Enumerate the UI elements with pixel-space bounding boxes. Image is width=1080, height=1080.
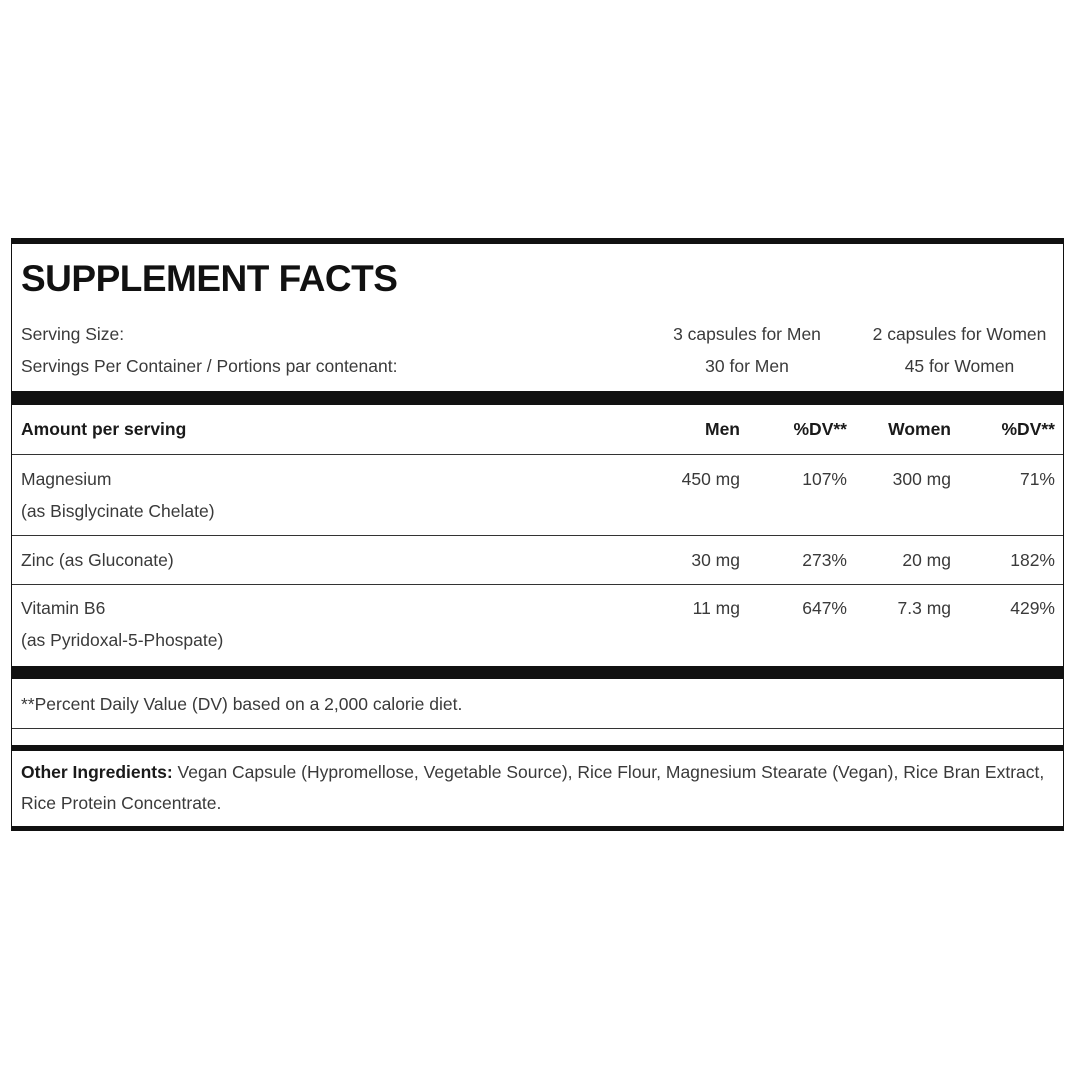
dv-women: 429% [1010, 598, 1055, 618]
dv-men: 647% [802, 598, 847, 618]
nutrient-source: (as Pyridoxal-5-Phospate) [21, 630, 224, 650]
amount-women: 20 mg [902, 550, 951, 570]
row-divider [12, 584, 1063, 585]
header-men: Men [705, 419, 740, 439]
other-ingredients-text: Vegan Capsule (Hypromellose, Vegetable Source), Rice Flour, Magnesium Stearate (Vegan), Rice Bran Extract, Rice Protein Concentrate. [21, 762, 1045, 813]
serving-size-men: 3 capsules for Men [673, 324, 821, 344]
supplement-facts-panel [11, 238, 1064, 831]
thick-divider [12, 391, 1063, 405]
servings-per-container-women: 45 for Women [904, 356, 1015, 376]
nutrient-name: Vitamin B6 [21, 598, 106, 618]
panel-title: SUPPLEMENT FACTS [21, 258, 398, 299]
dv-men: 107% [802, 469, 847, 489]
amount-men: 450 mg [681, 469, 740, 489]
thick-divider [12, 745, 1063, 751]
header-women: Women [888, 419, 951, 439]
other-ingredients-label: Other Ingredients: [21, 762, 173, 782]
footnote-divider [12, 728, 1063, 729]
servings-per-container-label: Servings Per Container / Portions par contenant: [21, 356, 398, 376]
other-ingredients [21, 757, 1051, 819]
header-amount: Amount per serving [21, 419, 187, 439]
servings-per-container-men: 30 for Men [705, 356, 789, 376]
dv-women: 71% [1019, 469, 1055, 489]
header-dv-men: %DV** [793, 419, 847, 439]
header-dv-women: %DV** [1001, 419, 1055, 439]
amount-men: 30 mg [691, 550, 740, 570]
amount-men: 11 mg [692, 598, 740, 618]
dv-women: 182% [1010, 550, 1055, 570]
row-divider [12, 535, 1063, 536]
amount-women: 300 mg [892, 469, 951, 489]
dv-men: 273% [802, 550, 847, 570]
row-divider [12, 454, 1063, 455]
nutrient-source: (as Bisglycinate Chelate) [21, 501, 215, 521]
thick-divider [12, 666, 1063, 679]
nutrient-name: Zinc (as Gluconate) [21, 550, 174, 570]
amount-women: 7.3 mg [897, 598, 951, 618]
serving-size-women: 2 capsules for Women [872, 324, 1047, 344]
dv-footnote: **Percent Daily Value (DV) based on a 2,000 calorie diet. [21, 694, 463, 714]
serving-size-label: Serving Size: [21, 324, 125, 344]
nutrient-name: Magnesium [21, 469, 112, 489]
